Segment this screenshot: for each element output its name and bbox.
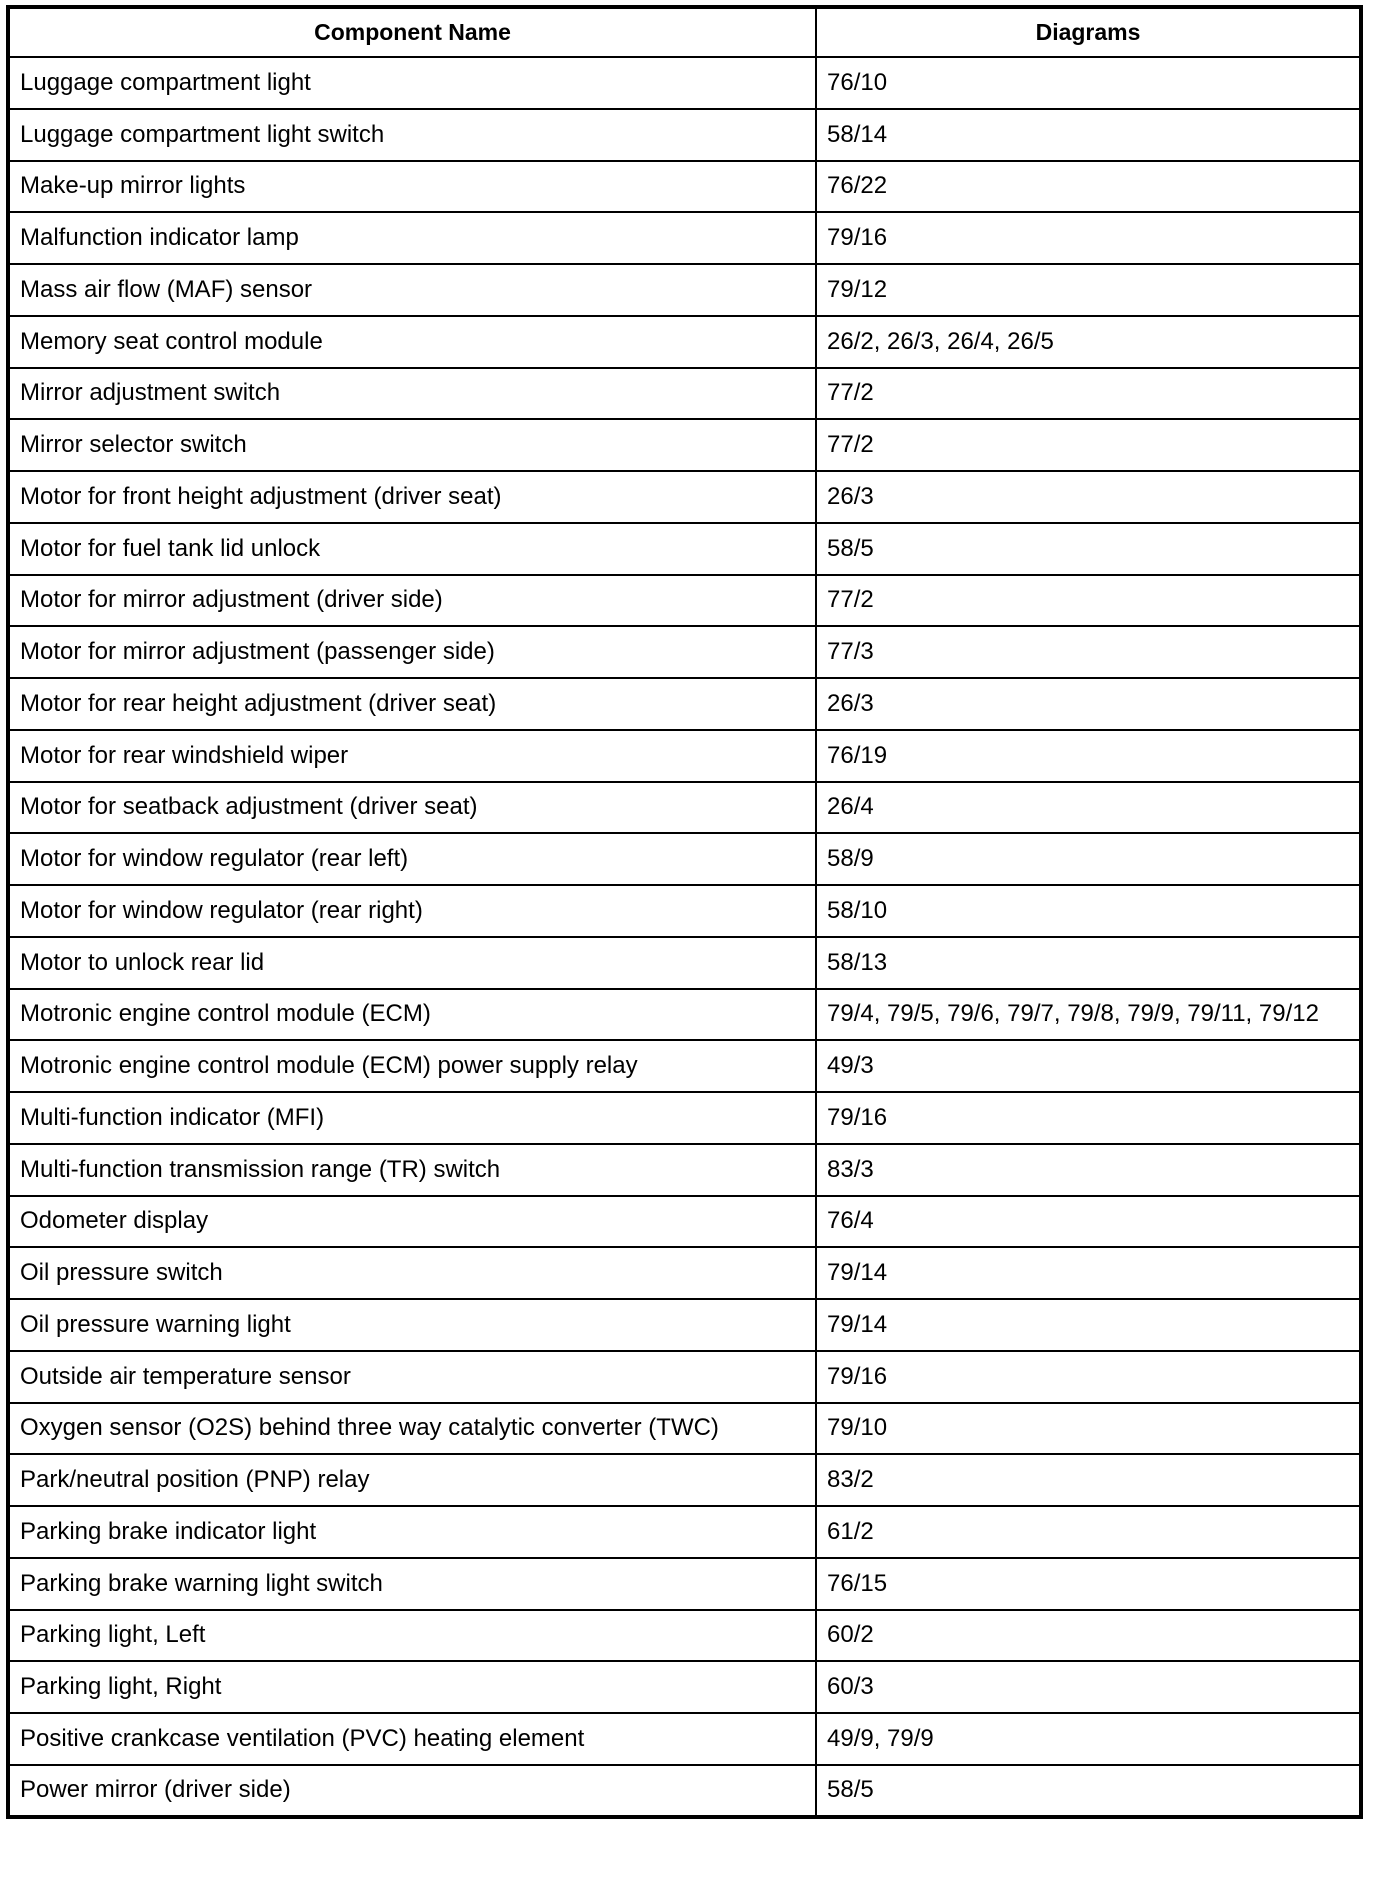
- table-body: [8, 57, 1361, 1817]
- table-row: [8, 1092, 1361, 1144]
- component-name-cell: Motor for mirror adjustment (driver side): [8, 575, 816, 627]
- diagrams-cell: 76/19: [816, 730, 1361, 782]
- component-name-cell: Motor for window regulator (rear left): [8, 833, 816, 885]
- component-name-cell: Motor for seatback adjustment (driver seat): [8, 782, 816, 834]
- table-row: [8, 316, 1361, 368]
- diagrams-cell: 76/10: [816, 57, 1361, 109]
- diagrams-cell: 79/14: [816, 1247, 1361, 1299]
- table-row: [8, 161, 1361, 213]
- column-header-component-name: Component Name: [8, 7, 816, 57]
- table-row: [8, 1558, 1361, 1610]
- diagrams-cell: 60/3: [816, 1661, 1361, 1713]
- diagrams-cell: 49/3: [816, 1040, 1361, 1092]
- diagrams-cell: 49/9, 79/9: [816, 1713, 1361, 1765]
- diagrams-cell: 76/15: [816, 1558, 1361, 1610]
- component-name-cell: Park/neutral position (PNP) relay: [8, 1454, 816, 1506]
- table-row: [8, 885, 1361, 937]
- table-row: [8, 1299, 1361, 1351]
- column-header-diagrams: Diagrams: [816, 7, 1361, 57]
- table-row: [8, 1610, 1361, 1662]
- component-name-cell: Power mirror (driver side): [8, 1765, 816, 1817]
- diagrams-cell: 58/10: [816, 885, 1361, 937]
- component-name-cell: Motor for rear height adjustment (driver seat): [8, 678, 816, 730]
- component-name-cell: Outside air temperature sensor: [8, 1351, 816, 1403]
- table-row: [8, 1765, 1361, 1817]
- diagrams-cell: 79/10: [816, 1403, 1361, 1455]
- component-name-cell: Parking brake indicator light: [8, 1506, 816, 1558]
- table-row: [8, 471, 1361, 523]
- diagrams-cell: 58/13: [816, 937, 1361, 989]
- component-name-cell: Make-up mirror lights: [8, 161, 816, 213]
- component-name-cell: Parking brake warning light switch: [8, 1558, 816, 1610]
- table-row: [8, 419, 1361, 471]
- component-name-cell: Multi-function transmission range (TR) switch: [8, 1144, 816, 1196]
- component-name-cell: Motor for window regulator (rear right): [8, 885, 816, 937]
- component-name-cell: Positive crankcase ventilation (PVC) heating element: [8, 1713, 816, 1765]
- table-row: [8, 523, 1361, 575]
- table-row: [8, 57, 1361, 109]
- component-name-cell: Malfunction indicator lamp: [8, 212, 816, 264]
- component-name-cell: Oil pressure switch: [8, 1247, 816, 1299]
- table-row: [8, 368, 1361, 420]
- table-row: [8, 1506, 1361, 1558]
- component-name-cell: Motor for rear windshield wiper: [8, 730, 816, 782]
- diagrams-cell: 61/2: [816, 1506, 1361, 1558]
- component-name-cell: Oil pressure warning light: [8, 1299, 816, 1351]
- table-row: [8, 264, 1361, 316]
- diagrams-cell: 26/3: [816, 678, 1361, 730]
- component-name-cell: Motor for fuel tank lid unlock: [8, 523, 816, 575]
- diagrams-cell: 58/9: [816, 833, 1361, 885]
- diagrams-cell: 79/16: [816, 1092, 1361, 1144]
- table-row: [8, 1403, 1361, 1455]
- component-name-cell: Motronic engine control module (ECM) power supply relay: [8, 1040, 816, 1092]
- table-row: [8, 1247, 1361, 1299]
- component-name-cell: Luggage compartment light switch: [8, 109, 816, 161]
- diagrams-cell: 76/4: [816, 1196, 1361, 1248]
- component-name-cell: Mass air flow (MAF) sensor: [8, 264, 816, 316]
- table-row: [8, 1454, 1361, 1506]
- table-row: [8, 989, 1361, 1041]
- diagrams-cell: 79/14: [816, 1299, 1361, 1351]
- table-row: [8, 833, 1361, 885]
- table-header-row: [8, 7, 1361, 57]
- table-row: [8, 1713, 1361, 1765]
- component-name-cell: Motronic engine control module (ECM): [8, 989, 816, 1041]
- diagrams-cell: 79/16: [816, 1351, 1361, 1403]
- table-row: [8, 575, 1361, 627]
- component-name-cell: Luggage compartment light: [8, 57, 816, 109]
- diagrams-cell: 26/3: [816, 471, 1361, 523]
- component-name-cell: Mirror adjustment switch: [8, 368, 816, 420]
- component-name-cell: Multi-function indicator (MFI): [8, 1092, 816, 1144]
- diagrams-cell: 79/16: [816, 212, 1361, 264]
- table-row: [8, 1196, 1361, 1248]
- component-name-cell: Odometer display: [8, 1196, 816, 1248]
- diagrams-cell: 58/14: [816, 109, 1361, 161]
- table-row: [8, 678, 1361, 730]
- table-row: [8, 626, 1361, 678]
- diagrams-cell: 60/2: [816, 1610, 1361, 1662]
- diagrams-cell: 77/2: [816, 575, 1361, 627]
- table-row: [8, 1661, 1361, 1713]
- diagrams-cell: 58/5: [816, 523, 1361, 575]
- table-row: [8, 1351, 1361, 1403]
- component-name-cell: Memory seat control module: [8, 316, 816, 368]
- component-diagram-table: [6, 5, 1363, 1819]
- diagrams-cell: 79/12: [816, 264, 1361, 316]
- table-row: [8, 212, 1361, 264]
- table-row: [8, 1040, 1361, 1092]
- diagrams-cell: 77/3: [816, 626, 1361, 678]
- diagrams-cell: 77/2: [816, 419, 1361, 471]
- component-name-cell: Motor for front height adjustment (driver seat): [8, 471, 816, 523]
- diagrams-cell: 77/2: [816, 368, 1361, 420]
- diagrams-cell: 76/22: [816, 161, 1361, 213]
- diagrams-cell: 83/2: [816, 1454, 1361, 1506]
- component-name-cell: Parking light, Left: [8, 1610, 816, 1662]
- diagrams-cell: 79/4, 79/5, 79/6, 79/7, 79/8, 79/9, 79/11, 79/12: [816, 989, 1361, 1041]
- table-row: [8, 937, 1361, 989]
- diagrams-cell: 58/5: [816, 1765, 1361, 1817]
- table-row: [8, 782, 1361, 834]
- component-name-cell: Mirror selector switch: [8, 419, 816, 471]
- diagrams-cell: 26/2, 26/3, 26/4, 26/5: [816, 316, 1361, 368]
- component-name-cell: Parking light, Right: [8, 1661, 816, 1713]
- diagrams-cell: 83/3: [816, 1144, 1361, 1196]
- component-name-cell: Motor to unlock rear lid: [8, 937, 816, 989]
- table-row: [8, 1144, 1361, 1196]
- diagrams-cell: 26/4: [816, 782, 1361, 834]
- table-row: [8, 109, 1361, 161]
- component-name-cell: Motor for mirror adjustment (passenger side): [8, 626, 816, 678]
- component-name-cell: Oxygen sensor (O2S) behind three way catalytic converter (TWC): [8, 1403, 816, 1455]
- table-row: [8, 730, 1361, 782]
